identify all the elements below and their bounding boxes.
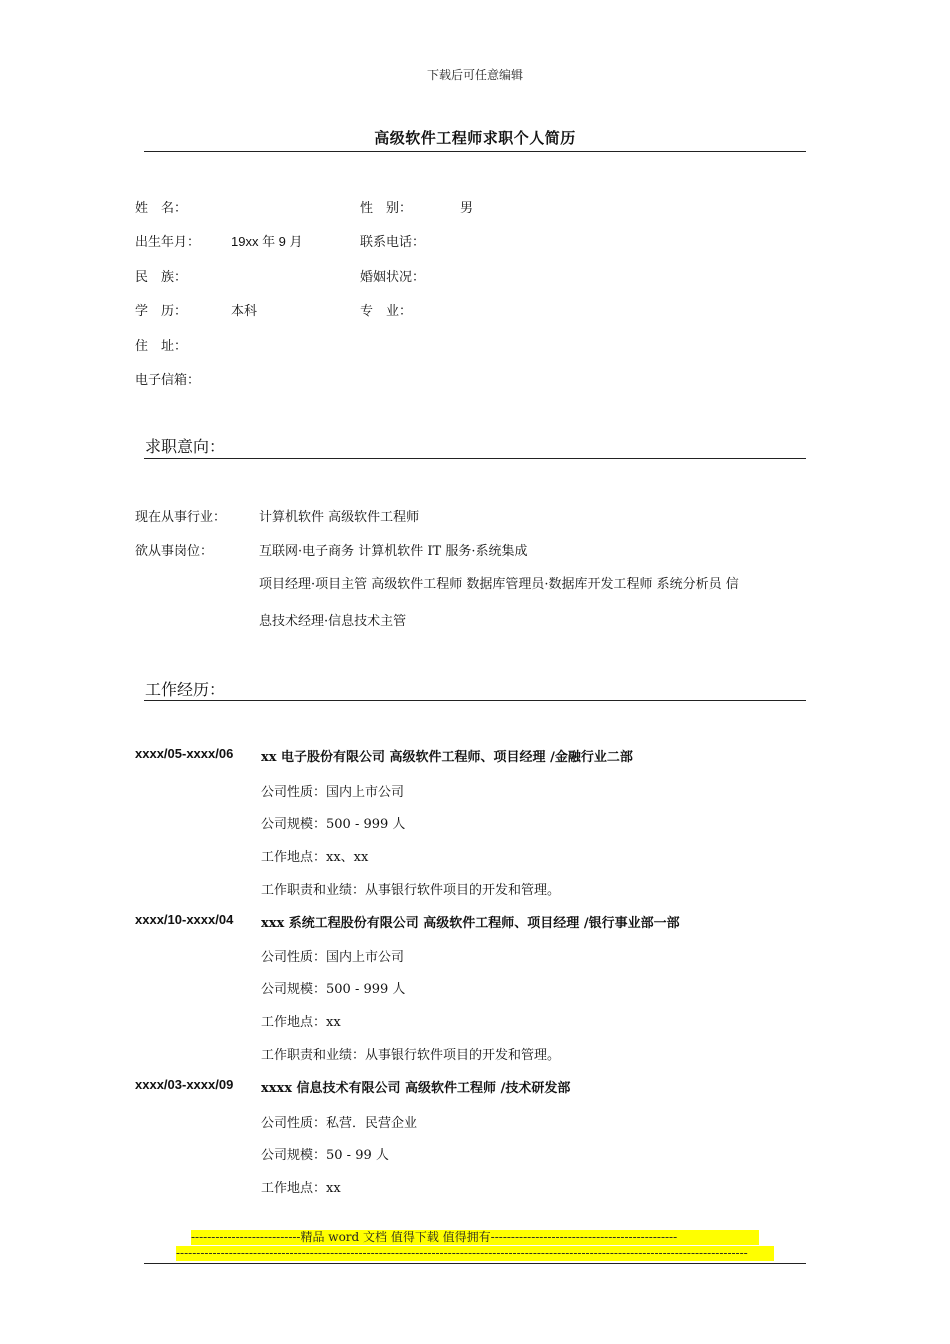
job-company-nature: 公司性质：私营．民营企业 — [261, 1116, 418, 1131]
job-title: xx 电子股份有限公司 高级软件工程师、项目经理 /金融行业二部 — [261, 750, 633, 765]
job-duty: 工作职责和业绩：从事银行软件项目的开发和管理。 — [261, 1048, 561, 1063]
name-label: 姓 名： — [135, 201, 188, 216]
job-title: xxx 系统工程股份有限公司 高级软件工程师、项目经理 /银行事业部一部 — [261, 916, 680, 931]
position-label: 欲从事岗位： — [135, 544, 214, 559]
job-title: xxxx 信息技术有限公司 高级软件工程师 /技术研发部 — [261, 1081, 571, 1096]
education-value: 本科 — [231, 304, 258, 319]
job-location: 工作地点：xx — [261, 1181, 341, 1196]
industry-value: 计算机软件 高级软件工程师 — [259, 510, 420, 525]
footer-divider — [144, 1263, 806, 1264]
industry-label: 现在从事行业： — [135, 510, 227, 525]
birth-label: 出生年月： — [135, 235, 201, 250]
intention-heading: 求职意向： — [145, 437, 226, 456]
ethnicity-label: 民 族： — [135, 270, 188, 285]
job-date: xxxx/03-xxxx/09 — [135, 1077, 234, 1092]
job-date: xxxx/05-xxxx/06 — [135, 746, 234, 761]
birth-value: 19xx 年 9 月 — [231, 234, 303, 249]
job-company-scale: 公司规模：500 - 999 人 — [261, 817, 406, 832]
job-company-scale: 公司规模：500 - 999 人 — [261, 982, 406, 997]
position-line-1: 互联网·电子商务 计算机软件 IT 服务·系统集成 — [259, 544, 528, 559]
job-date: xxxx/10-xxxx/04 — [135, 912, 234, 927]
experience-heading: 工作经历： — [145, 680, 226, 699]
job-company-nature: 公司性质：国内上市公司 — [261, 950, 405, 965]
document-title: 高级软件工程师求职个人简历 — [374, 129, 576, 147]
job-company-nature: 公司性质：国内上市公司 — [261, 785, 405, 800]
email-label: 电子信箱： — [135, 373, 201, 388]
job-location: 工作地点：xx、xx — [261, 850, 369, 865]
job-location: 工作地点：xx — [261, 1015, 341, 1030]
major-label: 专 业： — [360, 304, 413, 319]
education-label: 学 历： — [135, 304, 188, 319]
position-line-2: 项目经理·项目主管 高级软件工程师 数据库管理员·数据库开发工程师 系统分析员 信 — [259, 577, 739, 592]
intention-divider — [144, 458, 806, 459]
footer-banner-line-2: --------------------------------------------------------------------------------------------------------------------------------------------- — [176, 1246, 774, 1261]
address-label: 住 址： — [135, 339, 188, 354]
job-company-scale: 公司规模：50 - 99 人 — [261, 1148, 389, 1163]
title-divider — [144, 151, 806, 152]
footer-banner-line-1: ---------------------------精品 word 文档 值得下载 值得拥有---------------------------------------------- — [191, 1230, 759, 1245]
experience-divider — [144, 700, 806, 701]
gender-value: 男 — [460, 201, 474, 216]
marital-label: 婚姻状况： — [360, 270, 426, 285]
phone-label: 联系电话： — [360, 235, 426, 250]
job-duty: 工作职责和业绩：从事银行软件项目的开发和管理。 — [261, 883, 561, 898]
header-note: 下载后可任意编辑 — [426, 68, 523, 82]
position-line-3: 息技术经理·信息技术主管 — [259, 614, 407, 629]
gender-label: 性 别： — [360, 201, 413, 216]
